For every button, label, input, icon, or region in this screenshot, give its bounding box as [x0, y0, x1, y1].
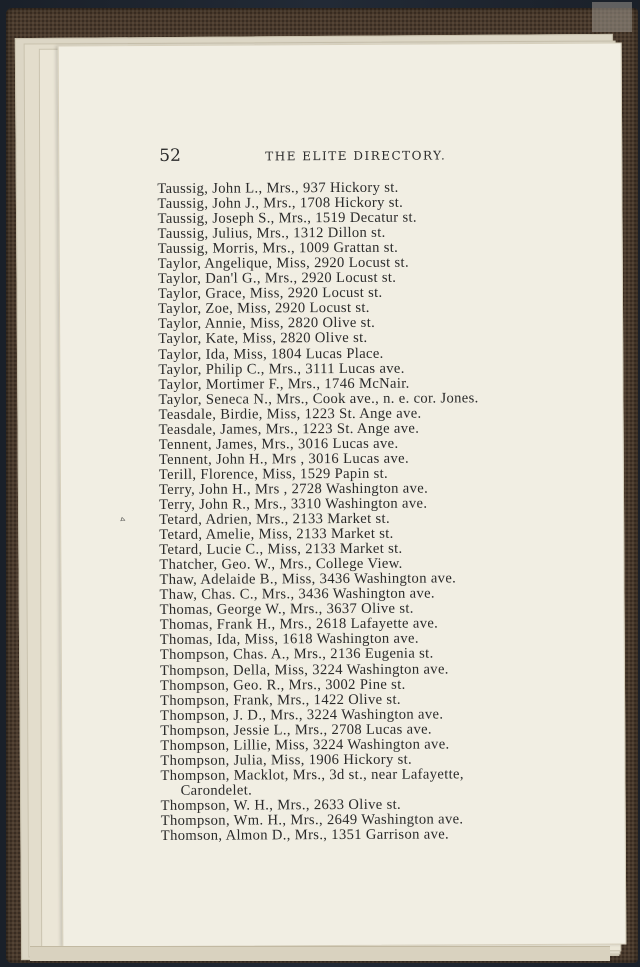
directory-entry: Tetard, Lucie C., Miss, 2133 Market st.	[159, 540, 403, 559]
directory-entry: Thomson, Almon D., Mrs., 1351 Garrison ave.	[160, 826, 450, 844]
directory-entry: Taylor, Philip C., Mrs., 3111 Lucas ave.	[158, 360, 405, 378]
page-title: THE ELITE DIRECTORY.	[265, 148, 447, 164]
directory-entry: Terry, John H., Mrs , 2728 Washington ave.	[158, 480, 429, 498]
directory-entry: Taylor, Mortimer F., Mrs., 1746 McNair.	[158, 375, 410, 393]
directory-entry: Tetard, Amelie, Miss, 2133 Market st.	[159, 525, 394, 544]
directory-entry: Teasdale, Birdie, Miss, 1223 St. Ange ave.	[158, 405, 422, 423]
directory-entry: Tennent, James, Mrs., 3016 Lucas ave.	[158, 435, 399, 453]
directory-entry: Taylor, Kate, Miss, 2820 Olive st.	[158, 330, 368, 348]
directory-entry: Taylor, Seneca N., Mrs., Cook ave., n. e. cor. Jones.	[158, 389, 479, 408]
directory-entry: Taylor, Grace, Miss, 2920 Locust st.	[157, 285, 383, 303]
page-bottom-edge	[30, 946, 610, 961]
directory-entry: Taussig, Joseph S., Mrs., 1519 Decatur st.	[157, 209, 417, 228]
directory-entry: Thaw, Adelaide B., Miss, 3436 Washington ave.	[159, 570, 457, 589]
directory-entry: Thomas, George W., Mrs., 3637 Olive st.	[159, 600, 414, 619]
directory-entry: Thompson, Frank, Mrs., 1422 Olive st.	[160, 691, 401, 709]
directory-entry: Thaw, Chas. C., Mrs., 3436 Washington ave.	[159, 585, 435, 604]
directory-entry: Taussig, Morris, Mrs., 1009 Grattan st.	[157, 239, 399, 258]
directory-entry: Teasdale, James, Mrs., 1223 St. Ange ave.	[158, 420, 420, 438]
page-header	[159, 144, 499, 166]
entry-continuation-text: Carondelet.	[180, 782, 253, 799]
directory-entry: Thompson, Chas. A., Mrs., 2136 Eugenia st.	[159, 645, 434, 664]
directory-entry: Thompson, Della, Miss, 3224 Washington ave.	[159, 660, 449, 679]
directory-entry: Taussig, Julius, Mrs., 1312 Dillon st.	[157, 224, 386, 243]
directory-entry: Taylor, Dan'l G., Mrs., 2920 Locust st.	[157, 269, 397, 288]
directory-entry: Tetard, Adrien, Mrs., 2133 Market st.	[159, 510, 390, 528]
directory-entry: Thompson, Jessie L., Mrs., 2708 Lucas ave.	[160, 721, 432, 739]
directory-entry: Taylor, Ida, Miss, 1804 Lucas Place.	[158, 345, 384, 363]
directory-entry: Taylor, Zoe, Miss, 2920 Locust st.	[157, 300, 370, 318]
directory-entry: Taylor, Annie, Miss, 2820 Olive st.	[158, 315, 376, 333]
directory-entry: Thompson, Lillie, Miss, 3224 Washington ave.	[160, 736, 450, 754]
directory-entry: Thompson, J. D., Mrs., 3224 Washington ave.	[160, 706, 444, 724]
directory-entry: Taussig, John J., Mrs., 1708 Hickory st.	[157, 194, 404, 213]
directory-entry: Thomas, Ida, Miss, 1618 Washington ave.	[159, 631, 419, 649]
directory-entry: Tennent, John H., Mrs , 3016 Lucas ave.	[158, 450, 409, 468]
directory-entry: Thompson, Macklot, Mrs., 3d st., near Lafayette,	[160, 766, 464, 784]
directory-page	[58, 43, 627, 948]
directory-entry: Thatcher, Geo. W., Mrs., College View.	[159, 555, 403, 574]
directory-entry: Thompson, Julia, Miss, 1906 Hickory st.	[160, 751, 413, 769]
directory-entry: Thompson, W. H., Mrs., 2633 Olive st.	[160, 796, 402, 814]
directory-entry: Thomas, Frank H., Mrs., 2618 Lafayette ave.	[159, 615, 439, 634]
directory-entry: Terill, Florence, Miss, 1529 Papin st.	[158, 465, 389, 483]
directory-entry: Thompson, Wm. H., Mrs., 2649 Washington ave.	[160, 811, 464, 829]
directory-entries	[157, 180, 560, 844]
margin-pencil-mark: ▹	[119, 513, 128, 525]
directory-entry: Thompson, Geo. R., Mrs., 3002 Pine st.	[159, 676, 406, 694]
directory-entry: Taylor, Angelique, Miss, 2920 Locust st.	[157, 254, 409, 273]
corner-tab	[592, 2, 632, 32]
page-number: 52	[159, 145, 181, 166]
directory-entry: Terry, John R., Mrs., 3310 Washington ave.	[159, 495, 428, 513]
directory-entry: Taussig, John L., Mrs., 937 Hickory st.	[157, 179, 399, 197]
